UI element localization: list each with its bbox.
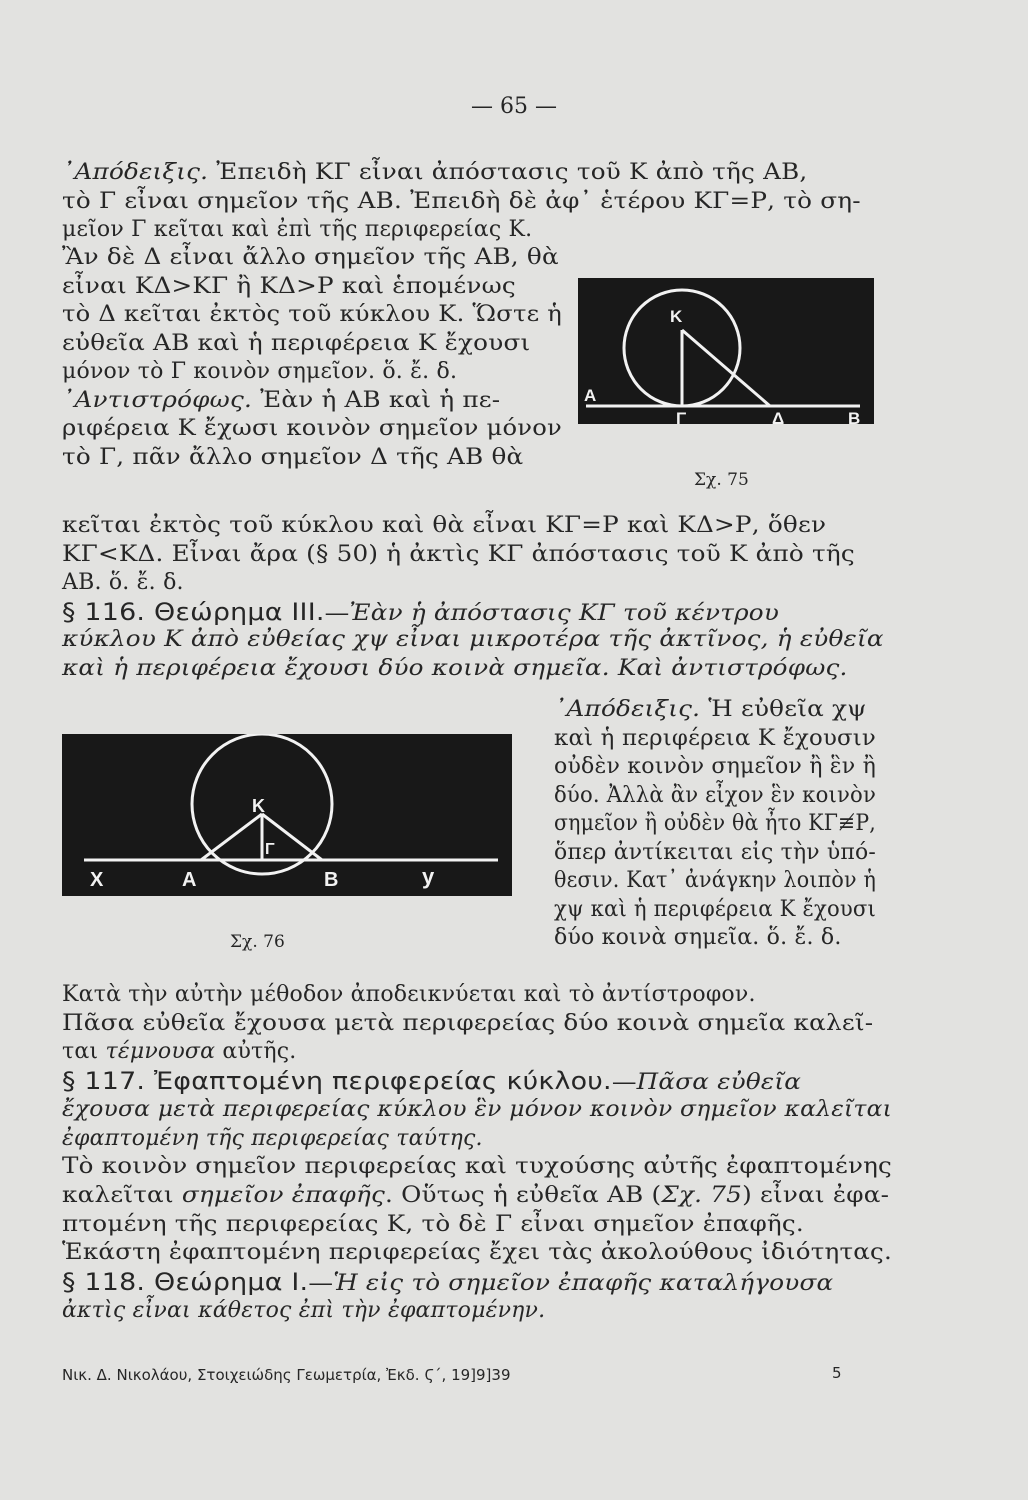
- line-text: Πᾶσα εὐθεῖα ἔχουσα μετὰ περιφερείας δύο κοινὰ σημεῖα καλεῖ-: [62, 1010, 874, 1036]
- text-line: [62, 302, 562, 328]
- figure-75: [578, 278, 874, 424]
- segment-kd: [682, 330, 770, 406]
- line-text: θεσιν. Κατ᾿ ἀνάγκην λοιπὸν ἡ: [554, 868, 876, 893]
- line-text: σημεῖον ἢ οὐδὲν θὰ ἦτο ΚΓ≢Ρ,: [554, 811, 876, 836]
- text-line: [62, 513, 826, 539]
- text-line: [554, 897, 876, 923]
- text-line: [554, 754, 876, 780]
- italic-text: ᾿Απόδειξις.: [62, 160, 209, 185]
- section-heading: § 117. Ἐφαπτομένη περιφερείας κύκλου.: [62, 1067, 612, 1096]
- text-line: [62, 599, 779, 627]
- text-line: [62, 416, 562, 442]
- line-text: πτομένη τῆς περιφερείας Κ, τὸ δὲ Γ εἶναι σημεῖον ἐπαφῆς.: [62, 1211, 804, 1237]
- line-text: Κατὰ τὴν αὐτὴν μέθοδον ἀποδεικνύεται καὶ τὸ ἀντίστροφον.: [62, 982, 756, 1007]
- label-k: K: [670, 307, 683, 326]
- segment-ka: [201, 814, 262, 860]
- text-line: [62, 445, 523, 471]
- line-text: τὸ Γ, πᾶν ἄλλο σημεῖον Δ τῆς ΑΒ θὰ: [62, 444, 524, 470]
- italic-text: κύκλου Κ ἀπὸ εὐθείας χψ εἶναι μικροτέρα τῆς ἀκτῖνος, ἡ εὐθεῖα: [62, 627, 884, 652]
- text-line: [62, 656, 848, 682]
- text-line: [62, 982, 756, 1008]
- text-line: [62, 217, 532, 243]
- line-text: ται: [62, 1039, 106, 1065]
- line-text: δύο. Ἀλλὰ ἂν εἶχον ἓν κοινὸν: [554, 782, 876, 808]
- line-text: —: [611, 1070, 637, 1096]
- line-text: ὅπερ ἀντίκειται εἰς τὴν ὑπό-: [554, 839, 876, 865]
- label-a: A: [584, 386, 597, 405]
- text-line: [554, 868, 876, 894]
- line-text: Ἂν δὲ Δ εἶναι ἄλλο σημεῖον τῆς ΑΒ, θὰ: [62, 245, 559, 270]
- text-line: [62, 1039, 297, 1065]
- line-text: μεῖον Γ κεῖται καὶ ἐπὶ τῆς περιφερείας Κ.: [62, 217, 533, 242]
- line-text: ριφέρεια Κ ἔχωσι κοινὸν σημεῖον μόνον: [62, 416, 562, 441]
- text-line: [62, 1068, 801, 1096]
- section-heading: § 116. Θεώρημα III.: [62, 597, 325, 626]
- text-line: [62, 1212, 804, 1238]
- line-text: ) εἶναι ἐφα-: [742, 1182, 890, 1208]
- line-text: ΚΓ<ΚΔ. Εἶναι ἄρα (§ 50) ἡ ἀκτὶς ΚΓ ἀπόστασις τοῦ Κ ἀπὸ τῆς: [62, 541, 855, 567]
- line-text: εὐθεῖα ΑΒ καὶ ἡ περιφέρεια Κ ἔχουσι: [62, 330, 531, 356]
- line-text: τὸ Δ κεῖται ἐκτὸς τοῦ κύκλου Κ. Ὥστε ἡ: [62, 302, 562, 327]
- italic-text: Πᾶσα εὐθεῖα: [636, 1070, 802, 1096]
- italic-text: σημεῖον ἐπαφῆς: [181, 1182, 386, 1208]
- line-text: κεῖται ἐκτὸς τοῦ κύκλου καὶ θὰ εἶναι ΚΓ=Ρ καὶ ΚΔ>Ρ, ὅθεν: [62, 513, 827, 538]
- text-line: [62, 627, 884, 653]
- line-text: . Οὕτως ἡ εὐθεῖα ΑΒ (: [385, 1182, 662, 1208]
- label-b: B: [324, 869, 339, 891]
- line-text: οὐδὲν κοινὸν σημεῖον ἢ ἓν ἢ: [554, 754, 876, 779]
- italic-text: ἐφαπτομένη τῆς περιφερείας ταύτης.: [62, 1125, 483, 1151]
- text-line: [62, 274, 516, 300]
- text-line: [554, 697, 867, 723]
- line-text: —: [324, 600, 350, 626]
- line-text: Ἑκάστη ἐφαπτομένη περιφερείας ἔχει τὰς ἀκολούθους ἰδιότητας.: [62, 1240, 892, 1266]
- italic-text: Ἐὰν ἡ ἀπόστασις ΚΓ τοῦ κέντρου: [349, 600, 780, 626]
- line-text: Ἡ εὐθεῖα χψ: [700, 697, 867, 722]
- line-text: —: [308, 1271, 334, 1296]
- text-line: [62, 570, 184, 596]
- text-line: [554, 811, 876, 837]
- text-line: [62, 1269, 833, 1297]
- page-number: — 65 —: [471, 94, 557, 119]
- footer-citation: Νικ. Δ. Νικολάου, Στοιχειώδης Γεωμετρία, Ἐκδ. Ϛ΄, 19]9]39: [62, 1366, 511, 1384]
- line-text: Ἐὰν ἡ ΑΒ καὶ ἡ πε-: [252, 387, 501, 413]
- text-line: [554, 925, 842, 951]
- italic-text: ᾿Απόδειξις.: [554, 697, 701, 722]
- line-text: αὐτῆς.: [215, 1039, 297, 1065]
- label-x: X: [90, 869, 104, 891]
- line-text: εἶναι ΚΔ>ΚΓ ἢ ΚΔ>Ρ καὶ ἑπομένως: [62, 273, 516, 299]
- text-line: [554, 840, 876, 866]
- text-line: [62, 160, 807, 186]
- line-text: καὶ ἡ περιφέρεια Κ ἔχουσιν: [554, 725, 876, 751]
- text-line: [62, 331, 530, 357]
- italic-text: ᾿Αντιστρόφως.: [62, 387, 253, 413]
- text-line: [62, 1154, 892, 1180]
- text-line: [62, 542, 855, 568]
- text-line: [62, 1126, 483, 1152]
- figure-75-diagram: [578, 278, 874, 424]
- text-line: [554, 726, 876, 752]
- figure-76-diagram: [62, 734, 512, 896]
- line-text: ΑΒ. ὅ. ἔ. δ.: [62, 570, 184, 595]
- label-gamma: Γ: [265, 841, 275, 858]
- signature-number: 5: [832, 1364, 842, 1382]
- italic-text: Ἡ εἰς τὸ σημεῖον ἐπαφῆς καταλήγουσα: [333, 1271, 834, 1296]
- text-line: [62, 1183, 889, 1209]
- section-heading: § 118. Θεώρημα I.: [62, 1268, 309, 1296]
- text-line: [62, 1298, 545, 1324]
- italic-text: Σχ. 75: [661, 1182, 743, 1208]
- label-a: A: [182, 869, 197, 891]
- italic-text: ἀκτὶς εἶναι κάθετος ἐπὶ τὴν ἐφαπτομένην.: [62, 1297, 546, 1323]
- text-line: [62, 1240, 892, 1266]
- label-gamma: Γ: [676, 409, 687, 424]
- line-text: Τὸ κοινὸν σημεῖον περιφερείας καὶ τυχούσης αὐτῆς ἐφαπτομένης: [62, 1154, 892, 1180]
- italic-text: καὶ ἡ περιφέρεια ἔχουσι δύο κοινὰ σημεῖα. Καὶ ἀντιστρόφως.: [62, 655, 848, 681]
- text-line: [62, 245, 559, 271]
- line-text: τὸ Γ εἶναι σημεῖον τῆς ΑΒ. Ἐπειδὴ δὲ ἀφ᾿ ἑτέρου ΚΓ=Ρ, τὸ ση-: [62, 188, 861, 214]
- figure-76-caption: Σχ. 76: [230, 932, 285, 952]
- label-k: K: [252, 796, 265, 816]
- label-delta: Δ: [772, 409, 785, 424]
- text-line: [62, 1011, 873, 1037]
- text-line: [554, 783, 876, 809]
- text-line: [62, 189, 861, 215]
- text-line: [62, 1097, 892, 1123]
- figure-76: [62, 734, 512, 896]
- line-text: καλεῖται: [62, 1182, 182, 1208]
- line-text: δύο κοινὰ σημεῖα. ὅ. ἔ. δ.: [554, 925, 842, 950]
- label-b: B: [848, 409, 861, 424]
- line-text: χψ καὶ ἡ περιφέρεια Κ ἔχουσι: [554, 896, 876, 922]
- figure-75-caption: Σχ. 75: [694, 470, 749, 490]
- label-y: y: [422, 864, 435, 889]
- line-text: μόνον τὸ Γ κοινὸν σημεῖον. ὅ. ἔ. δ.: [62, 359, 458, 384]
- italic-text: τέμνουσα: [105, 1039, 216, 1065]
- line-text: Ἐπειδὴ ΚΓ εἶναι ἀπόστασις τοῦ Κ ἀπὸ τῆς ΑΒ,: [208, 160, 808, 185]
- text-line: [62, 359, 457, 385]
- italic-text: ἔχουσα μετὰ περιφερείας κύκλου ἓν μόνον κοινὸν σημεῖον καλεῖται: [62, 1096, 892, 1122]
- text-line: [62, 388, 500, 414]
